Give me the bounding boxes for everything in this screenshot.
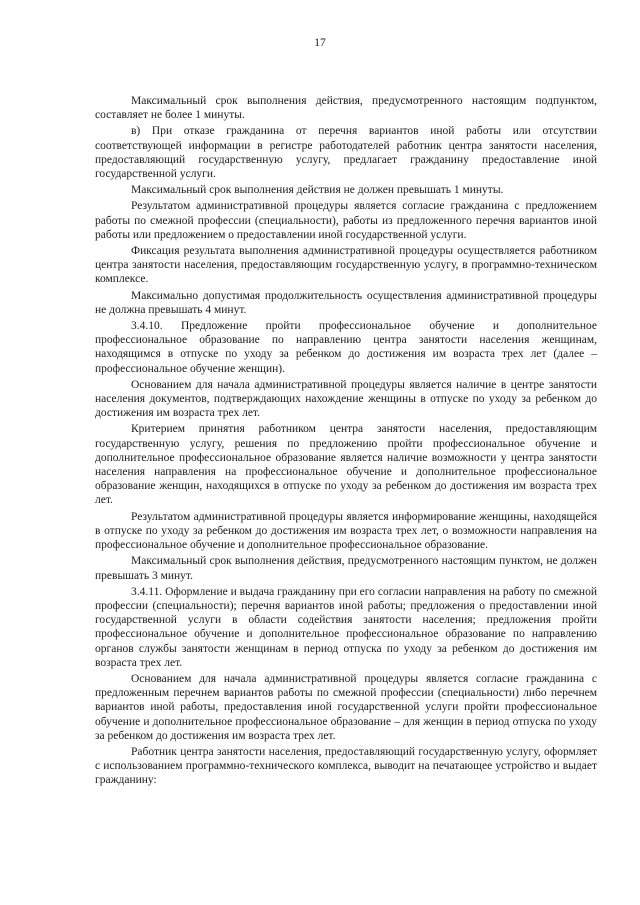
paragraph: Основанием для начала административной процедуры является наличие в центре занятости населения документов, подтверждающих нахождение женщины в отпуске по уходу за ребенком до достижения им возраста трех лет. [95,378,597,420]
paragraph: Работник центра занятости населения, предоставляющий государственную услугу, оформляет с использованием программно-технического комплекса, выводит на печатающее устройство и выдает гражданину: [95,745,597,787]
paragraph: Максимальный срок выполнения действия, предусмотренного настоящим пунктом, не должен превышать 3 минут. [95,555,597,582]
section-heading-paragraph: 3.4.10. Предложение пройти профессиональное обучение и дополнительное профессиональное образование по направлению центра занятости населения женщинам, находящимся в отпуске по уходу за ребенком до достижения им возраста трех лет (далее – профессиональное обучение женщин). [95,320,597,375]
page-number: 17 [314,37,326,49]
document-body [95,94,597,790]
paragraph: Критерием принятия работником центра занятости населения, предоставляющим государственную услугу, решения по предложению пройти профессиональное обучение и дополнительное профессиональное образование является наличие возможности у центра занятости населения направления на профессиональное обучение и дополнительное профессиональное образование женщин, находящихся в отпуске по уходу за ребенком до достижения им возраста трех лет. [95,423,597,507]
paragraph: Максимальный срок выполнения действия, предусмотренного настоящим подпунктом, составляет не более 1 минуты. [95,95,597,122]
paragraph: Основанием для начала административной процедуры является согласие гражданина с предложенным перечнем вариантов работы по смежной профессии (специальности) либо перечнем вариантов иной работы, предоставления иной государственной услуги пройти профессиональное обучение и дополнительное профессиональное образование – для женщин в период отпуска по уходу за ребенком до достижения им возраста трех лет. [95,672,597,742]
paragraph: в) При отказе гражданина от перечня вариантов иной работы или отсутствии соответствующей информации в регистре работодателей работник центра занятости населения, предоставляющий государственную услугу, предлагает гражданину предоставление иной государственной услуги. [95,125,597,181]
paragraph: Фиксация результата выполнения административной процедуры осуществляется работником центра занятости населения, предоставляющим государственную услугу, в программно-техническом комплексе. [95,245,597,286]
paragraph: Результатом административной процедуры является согласие гражданина с предложением работы по смежной профессии (специальности), работы из предложенного перечня вариантов иной работы или предложением о предоставлении иной государственной услуги. [95,200,597,241]
section-heading-paragraph: 3.4.11. Оформление и выдача гражданину при его согласии направления на работу по смежной профессии (специальности); перечня вариантов иной работы; предложения о предоставлении иной государственной услуги в области содействия занятости населения; предложения пройти профессиональное обучение и дополнительное профессиональное образование по направлению органов службы занятости женщинам в период отпуска по уходу за ребенком до достижения им возраста трех лет. [95,585,597,669]
paragraph: Результатом административной процедуры является информирование женщины, находящейся в отпуске по уходу за ребенком до достижения им возраста трех лет, о возможности направления на профессиональное обучение и дополнительное профессиональное образование. [95,510,597,552]
paragraph: Максимально допустимая продолжительность осуществления административной процедуры не должна превышать 4 минут. [95,289,597,316]
paragraph: Максимальный срок выполнения действия не должен превышать 1 минуты. [131,184,504,197]
